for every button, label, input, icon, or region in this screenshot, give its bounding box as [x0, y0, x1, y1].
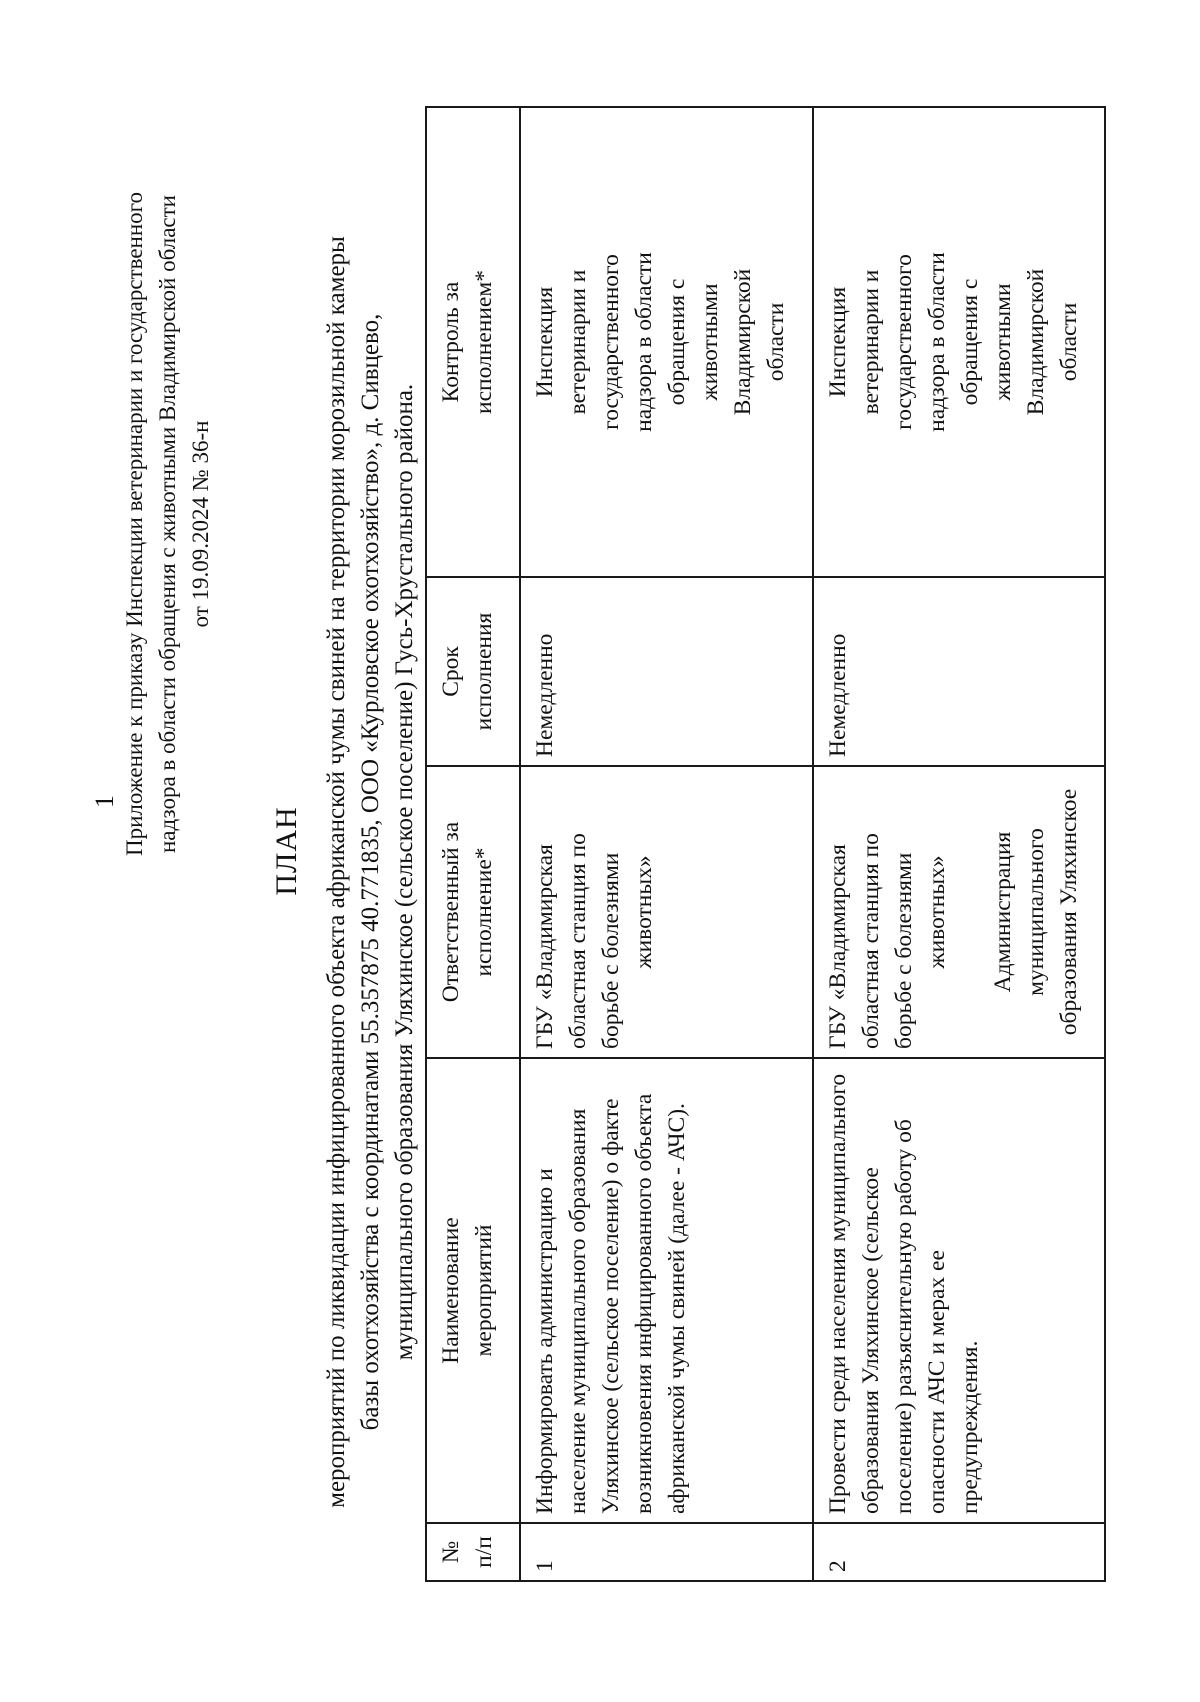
appendix-header	[118, 164, 217, 884]
table-row	[813, 107, 1106, 1581]
cell-name: Информировать администрацию и население муниципального образования Уляхинское (сельское поселение) о факте возникновения инфицированного объекта африканской чумы свиней (далее - АЧС).	[520, 1058, 813, 1523]
document-subtitle	[320, 152, 422, 1592]
cell-term: Немедленно	[520, 577, 813, 766]
header-control: Контроль за исполнением*	[426, 107, 520, 577]
cell-control: Инспекция ветеринарии и государственного надзора в области обращения с животными Владимирской области	[813, 107, 1106, 577]
appendix-date: от 19.09.2024 № 36-н	[188, 420, 213, 628]
page-number: 1	[90, 795, 119, 808]
subtitle-line: базы охотхозяйства с координатами 55.357875 40.771835, ООО «Курловское охотхозяйство», д. Сивцево,	[357, 313, 384, 1431]
subtitle-line: мероприятий по ликвидации инфицированного объекта африканской чумы свиней на территории морозильной камеры	[323, 236, 350, 1508]
cell-term: Немедленно	[813, 577, 1106, 766]
table-header-row	[426, 107, 520, 1581]
table-row	[520, 107, 813, 1581]
cell-responsible: ГБУ «Владимирская областная станция по борьбе с болезнями животных»	[520, 766, 813, 1058]
header-name: Наименование мероприятий	[426, 1058, 520, 1523]
subtitle-line: муниципального образования Уляхинское (сельское поселение) Гусь-Хрустального района.	[391, 383, 418, 1361]
appendix-line: надзора в области обращения с животными Владимирской области	[155, 195, 180, 853]
header-term: Срок исполнения	[426, 577, 520, 766]
cell-num: 1	[520, 1523, 813, 1581]
document-title: ПЛАН	[270, 806, 303, 896]
cell-num: 2	[813, 1523, 1106, 1581]
cell-name: Провести среди населения муниципального образования Уляхинское (сельское поселение) разъяснительную работу об опасности АЧС и мерах ее предупреждения.	[813, 1058, 1106, 1523]
plan-table	[425, 106, 1106, 1582]
appendix-line: Приложение к приказу Инспекции ветеринарии и государственного	[122, 191, 147, 857]
cell-responsible: ГБУ «Владимирская областная станция по борьбе с болезнями животных» Администрация муниципального образования Уляхинское	[813, 766, 1106, 1058]
cell-control: Инспекция ветеринарии и государственного надзора в области обращения с животными Владимирской области	[520, 107, 813, 577]
header-num: № п/п	[426, 1523, 520, 1581]
header-responsible: Ответственный за исполнение*	[426, 766, 520, 1058]
